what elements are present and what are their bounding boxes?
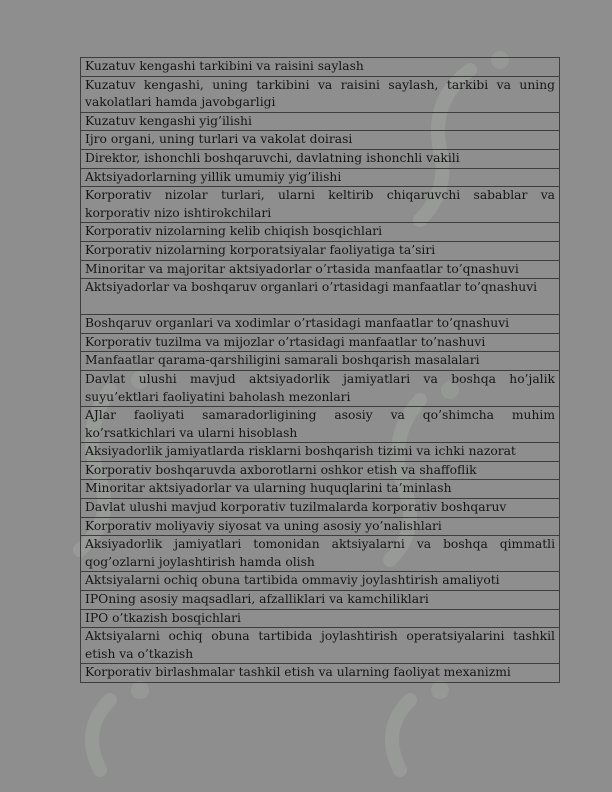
- table-row: [81, 76, 560, 112]
- topic-cell: Korporativ boshqaruvda axborotlarni oshkor etish va shaffoflik: [81, 461, 560, 480]
- table-row: [81, 131, 560, 150]
- table-row: [81, 168, 560, 187]
- topic-cell: Aksiyadorlik jamiyatlarda risklarni boshqarish tizimi va ichki nazorat: [81, 443, 560, 462]
- topic-cell: Korporativ birlashmalar tashkil etish va ularning faoliyat mexanizmi: [81, 664, 560, 683]
- table-row: [81, 370, 560, 406]
- topic-cell: Boshqaruv organlari va xodimlar o’rtasidagi manfaatlar to’qnashuvi: [81, 315, 560, 334]
- table-row: [81, 241, 560, 260]
- table-row: [81, 58, 560, 77]
- table-row: [81, 260, 560, 279]
- topic-cell: Kuzatuv kengashi tarkibini va raisini saylash: [81, 58, 560, 77]
- table-row: [81, 664, 560, 683]
- table-row: [81, 499, 560, 518]
- topics-table-body: [81, 58, 560, 683]
- topic-cell: Minoritar aktsiyadorlar va ularning huquqlarini ta’minlash: [81, 480, 560, 499]
- table-row: [81, 572, 560, 591]
- table-row: [81, 536, 560, 572]
- table-row: [81, 352, 560, 371]
- topic-cell: Korporativ tuzilma va mijozlar o’rtasidagi manfaatlar to’nashuvi: [81, 333, 560, 352]
- table-row: [81, 407, 560, 443]
- table-row: [81, 609, 560, 628]
- topic-cell: Aktsiyalarni ochiq obuna tartibida ommaviy joylashtirish amaliyoti: [81, 572, 560, 591]
- table-row: [81, 591, 560, 610]
- topic-cell: Aktsiyalarni ochiq obuna tartibida joylashtirish operatsiyalarini tashkil etish va o’tkazish: [81, 628, 560, 664]
- topic-cell: Korporativ nizolar turlari, ularni keltirib chiqaruvchi sabablar va korporativ nizo ishtirokchilari: [81, 187, 560, 223]
- topic-cell: Davlat ulushi mavjud korporativ tuzilmalarda korporativ boshqaruv: [81, 499, 560, 518]
- table-row: [81, 149, 560, 168]
- table-row: [81, 480, 560, 499]
- topic-cell: Korporativ moliyaviy siyosat va uning asosiy yo’nalishlari: [81, 517, 560, 536]
- table-row: [81, 461, 560, 480]
- topic-cell: Korporativ nizolarning korporatsiyalar faoliyatiga ta’siri: [81, 241, 560, 260]
- topic-cell: AJlar faoliyati samaradorligining asosiy va qo’shimcha muhim ko’rsatkichlari va ularni hisoblash: [81, 407, 560, 443]
- topic-cell: Davlat ulushi mavjud aktsiyadorlik jamiyatlari va boshqa ho’jalik suyu’ektlari faoliyatini baholash mezonlari: [81, 370, 560, 406]
- topic-cell: Kuzatuv kengashi yig’ilishi: [81, 112, 560, 131]
- topic-cell: Kuzatuv kengashi, uning tarkibini va raisini saylash, tarkibi va uning vakolatlari hamda javobgarligi: [81, 76, 560, 112]
- table-row: [81, 628, 560, 664]
- topic-cell: Aktsiyadorlar va boshqaruv organlari o’rtasidagi manfaatlar to’qnashuvi: [81, 279, 560, 315]
- topic-cell: IPOning asosiy maqsadlari, afzalliklari va kamchiliklari: [81, 591, 560, 610]
- topics-table: [80, 57, 560, 683]
- topic-cell: Direktor, ishonchli boshqaruvchi, davlatning ishonchli vakili: [81, 149, 560, 168]
- topic-cell: Ijro organi, uning turlari va vakolat doirasi: [81, 131, 560, 150]
- topic-cell: Korporativ nizolarning kelib chiqish bosqichlari: [81, 223, 560, 242]
- table-row: [81, 279, 560, 315]
- table-row: [81, 112, 560, 131]
- topic-cell: Aktsiyadorlarning yillik umumiy yig’ilishi: [81, 168, 560, 187]
- table-row: [81, 517, 560, 536]
- topic-cell: Manfaatlar qarama-qarshiligini samarali boshqarish masalalari: [81, 352, 560, 371]
- topic-cell: IPO o’tkazish bosqichlari: [81, 609, 560, 628]
- table-row: [81, 333, 560, 352]
- table-row: [81, 223, 560, 242]
- table-row: [81, 315, 560, 334]
- topic-cell: Minoritar va majoritar aktsiyadorlar o’rtasida manfaatlar to’qnashuvi: [81, 260, 560, 279]
- table-row: [81, 187, 560, 223]
- table-row: [81, 443, 560, 462]
- topic-cell: Aksiyadorlik jamiyatlari tomonidan aktsiyalarni va boshqa qimmatli qog’ozlarni joylashtirish hamda olish: [81, 536, 560, 572]
